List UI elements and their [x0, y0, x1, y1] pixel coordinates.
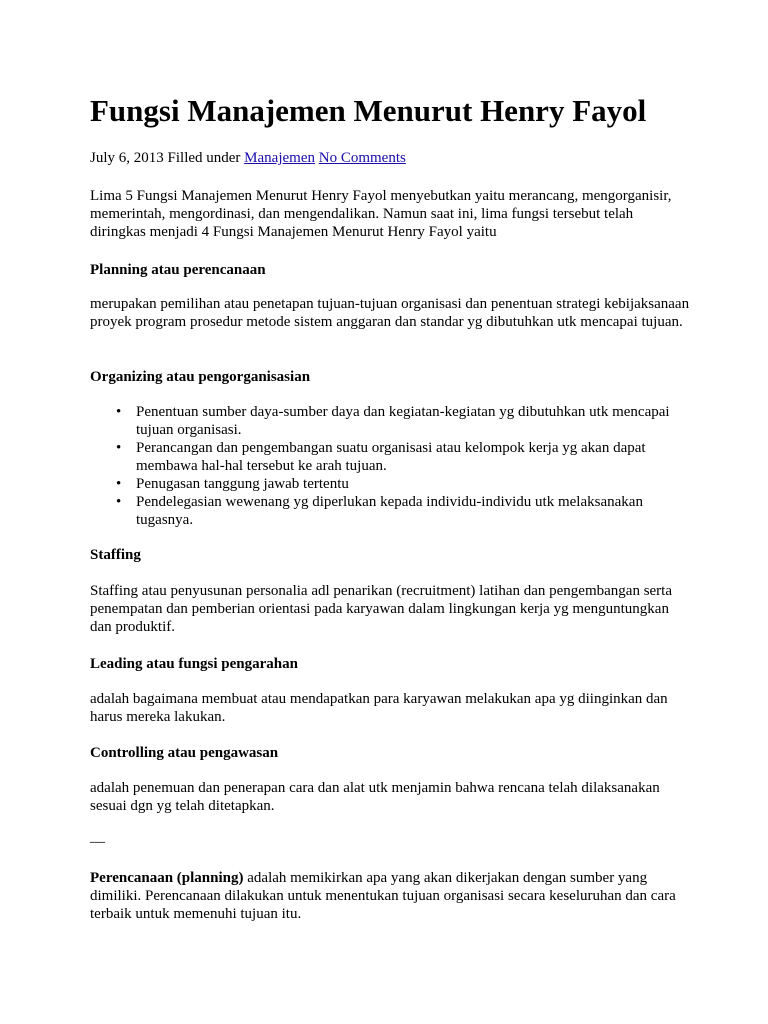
comments-link[interactable]: No Comments [318, 150, 406, 166]
filled-under-label: Filled under [167, 150, 241, 166]
list-item: • Perancangan dan pengembangan suatu organisasi atau kelompok kerja yg akan dapat membawa hal-hal tersebut ke arah tujuan. [136, 439, 690, 475]
controlling-paragraph: adalah penemuan dan penerapan cara dan alat utk menjamin bahwa rencana telah dilaksanakan sesuai dgn yg telah ditetapkan. [90, 780, 660, 814]
organizing-list [90, 403, 690, 529]
post-meta [90, 149, 406, 168]
perencanaan-term: Perencanaan (planning) [90, 870, 244, 886]
staffing-paragraph: Staffing atau penyusunan personalia adl penarikan (recruitment) latihan dan pengembangan serta penempatan dan pemberian orientasi pada karyawan dalam lingkungan kerja yg menguntungkan dan produktif. [90, 583, 673, 635]
controlling-heading: Controlling atau pengawasan [90, 745, 279, 761]
intro-paragraph: Lima 5 Fungsi Manajemen Menurut Henry Fayol menyebutkan yaitu merancang, mengorganisir, memerintah, mengordinasi, dan mengendalikan. Namun saat ini, lima fungsi tersebut telah diringkas menjadi 4 Fungsi Manajemen Menurut Henry Fayol yaitu [90, 188, 672, 240]
leading-heading: Leading atau fungsi pengarahan [90, 656, 298, 672]
organizing-heading: Organizing atau pengorganisasian [90, 369, 311, 385]
leading-paragraph: adalah bagaimana membuat atau mendapatkan para karyawan melakukan apa yg diinginkan dan harus mereka lakukan. [90, 691, 668, 725]
post-date: July 6, 2013 [90, 150, 164, 166]
category-link[interactable]: Manajemen [244, 150, 315, 166]
list-item: • Pendelegasian wewenang yg diperlukan kepada individu-individu utk melaksanakan tugasnya. [136, 493, 690, 529]
planning-paragraph: merupakan pemilihan atau penetapan tujuan-tujuan organisasi dan penentuan strategi kebijaksanaan proyek program prosedur metode sistem anggaran dan standar yg dibutuhkan utk mencapai tujuan. [90, 296, 690, 330]
list-item: • Penentuan sumber daya-sumber daya dan kegiatan-kegiatan yg dibutuhkan utk mencapai tujuan organisasi. [136, 403, 690, 439]
staffing-heading: Staffing [90, 547, 141, 563]
perencanaan-text: adalah memikirkan apa yang akan dikerjakan dengan sumber yang dimiliki. Perencanaan dilakukan untuk menentukan tujuan organisasi secara keseluruhan dan cara terbaik untuk memenuhi tujuan itu. [90, 870, 676, 922]
article-title: Fungsi Manajemen Menurut Henry Fayol [90, 93, 647, 128]
perencanaan-paragraph [90, 869, 690, 923]
planning-heading: Planning atau perencanaan [90, 262, 266, 278]
separator-dash: — [90, 834, 105, 850]
list-item: • Penugasan tanggung jawab tertentu [136, 475, 690, 493]
